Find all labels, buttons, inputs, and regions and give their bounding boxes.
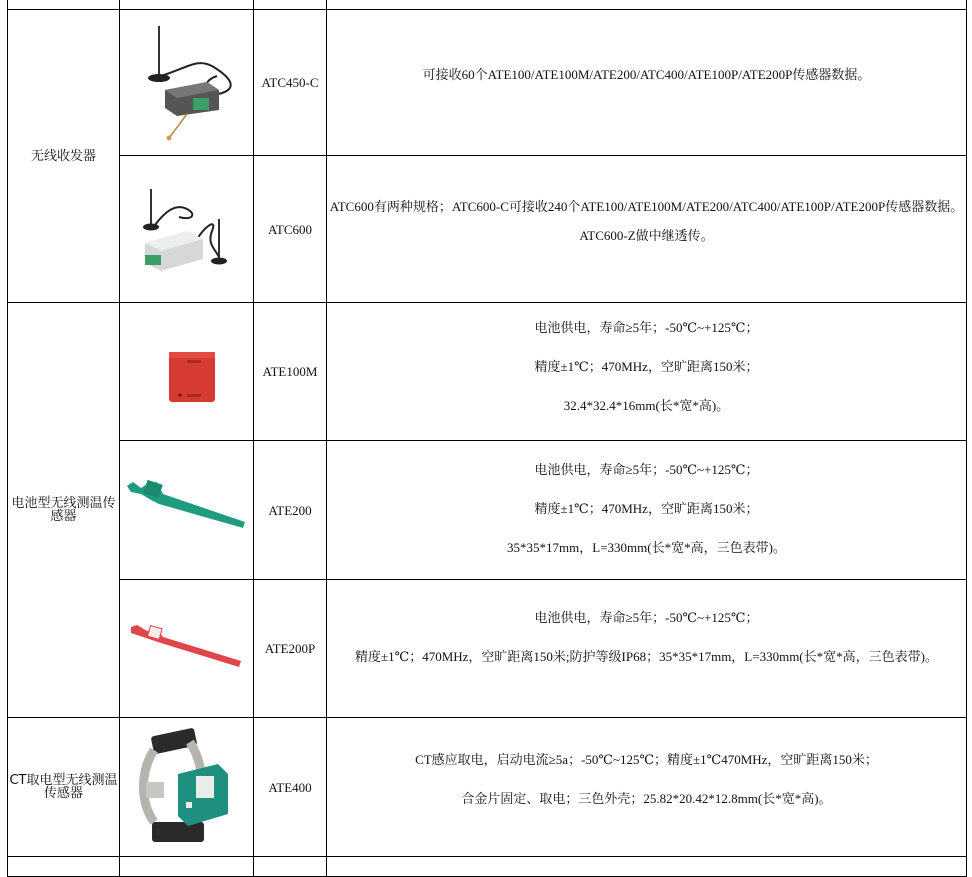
category-label-line-2: 传感器: [43, 786, 83, 801]
category-label-line-2: 感器: [50, 509, 77, 524]
model-cell: [254, 156, 327, 303]
description-cell: [327, 303, 967, 441]
table-row-top-partial: [8, 0, 967, 10]
model-label: ATC600: [267, 221, 313, 237]
model-cell: [254, 10, 327, 156]
description-cell: [327, 580, 967, 718]
product-image-cell: [120, 156, 254, 303]
product-spec-table: [7, 0, 967, 877]
table-row: [8, 718, 967, 857]
ct-clamp-sensor-photo: [132, 722, 242, 852]
model-cell: [254, 580, 327, 718]
model-cell: [254, 441, 327, 580]
description-line: 可接收60个ATE100/ATE100M/ATE200/ATC400/ATE100P/ATE200P传感器数据。: [422, 67, 871, 82]
wireless-transceiver-atc600-photo: [127, 169, 247, 289]
wireless-transceiver-atc450c-photo: [127, 18, 247, 148]
description-line: 精度±1℃；470MHz，空旷距离150米；: [534, 359, 759, 374]
description-line: 电池供电，寿命≥5年；-50℃~+125℃；: [534, 461, 759, 477]
description-cell: [327, 156, 967, 303]
product-image-cell: [120, 441, 254, 580]
model-cell: [254, 718, 327, 857]
product-image-cell: [120, 718, 254, 857]
model-label: ATE400: [268, 779, 312, 795]
category-cell: [8, 718, 120, 857]
category-label-line-1: 电池型无线测温传: [11, 496, 116, 511]
description-line: ATC600-Z做中继透传。: [579, 228, 714, 243]
category-cell: [8, 10, 120, 303]
green-strap-sensor-photo: [123, 460, 251, 560]
description-line: 电池供电，寿命≥5年；-50℃~+125℃；: [534, 609, 759, 625]
product-image-cell: [120, 10, 254, 156]
product-image-cell: [120, 580, 254, 718]
description-cell: [327, 718, 967, 857]
model-label: ATE200: [268, 502, 312, 518]
model-cell: [254, 303, 327, 441]
red-strap-sensor-photo: [127, 609, 247, 689]
product-image-cell: [120, 303, 254, 441]
description-line: 35*35*17mm，L=330mm(长*宽*高，三色表带)。: [507, 539, 786, 555]
table-row: [8, 156, 967, 303]
description-line: 32.4*32.4*16mm(长*宽*高)。: [563, 398, 730, 413]
description-line: CT感应取电，启动电流≥5a；-50℃~125℃；精度±1℃470MHz，空旷距离150米；: [415, 752, 878, 767]
description-cell: [327, 10, 967, 156]
description-line: 合金片固定、取电；三色外壳；25.82*20.42*12.8mm(长*宽*高)。: [461, 791, 832, 806]
category-cell: [8, 303, 120, 718]
description-line: 精度±1℃；470MHz，空旷距离150米;防护等级IP68；35*35*17mm，L=330mm(长*宽*高，三色表带)。: [355, 648, 938, 664]
description-line: 电池供电，寿命≥5年；-50℃~+125℃；: [534, 320, 759, 335]
table-row: [8, 441, 967, 580]
table-row-bottom-partial: [8, 857, 967, 877]
red-square-sensor-photo: [127, 312, 247, 432]
description-cell: [327, 441, 967, 580]
description-line: 精度±1℃；470MHz，空旷距离150米；: [534, 500, 759, 516]
table-row: [8, 10, 967, 156]
model-label: ATE200P: [264, 641, 316, 656]
category-label-line-1: CT取电型无线测温: [9, 773, 118, 788]
description-line: ATC600有两种规格；ATC600-C可接收240个ATE100/ATE100M/ATE200/ATC400/ATE100P/ATE200P传感器数据。: [329, 199, 964, 214]
table-row: [8, 303, 967, 441]
model-label: ATC450-C: [261, 75, 319, 90]
model-label: ATE100M: [262, 364, 318, 379]
category-label: 无线收发器: [30, 148, 96, 164]
table-row: [8, 580, 967, 718]
